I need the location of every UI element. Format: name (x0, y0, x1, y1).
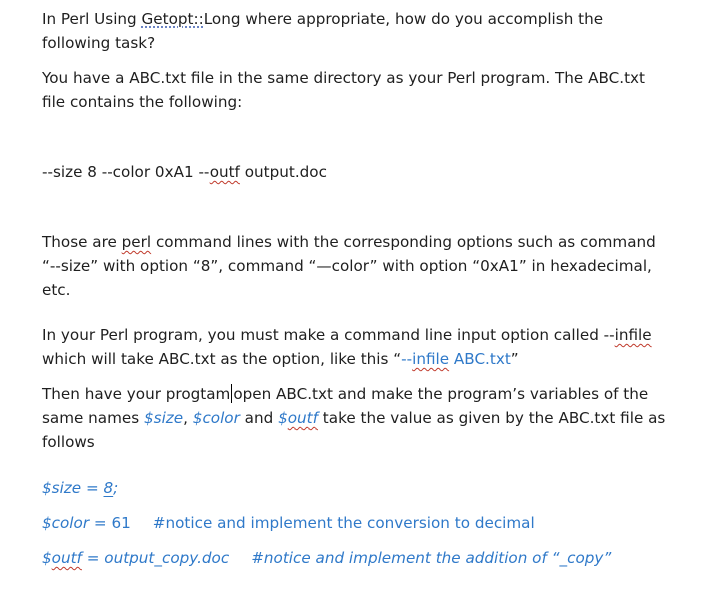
var-size: $size (144, 409, 184, 427)
infile-paragraph (42, 323, 668, 371)
code-outf-comment: #notice and implement the addition of “_copy” (251, 549, 612, 567)
file-content-text: --size 8 --color 0xA1 -- (42, 163, 210, 181)
explanation-paragraph (42, 230, 668, 302)
getopt-link[interactable]: Getopt:: (141, 10, 204, 28)
setup-paragraph: You have a ABC.txt file in the same directory as your Perl program. The ABC.txt file contains the following: (42, 69, 645, 111)
intro-text: In Perl Using (42, 10, 142, 28)
code-size-semicolon: ; (113, 479, 119, 497)
code-outf-assign: = output_copy.doc (81, 549, 230, 567)
spellcheck-word-var-outf[interactable]: outf (287, 409, 318, 427)
code-color-var: $color (42, 514, 90, 532)
variables-comma: , (183, 409, 193, 427)
code-outf-dollar: $ (42, 549, 52, 567)
code-color-comment: #notice and implement the conversion to decimal (152, 514, 535, 532)
intro-paragraph (42, 7, 668, 55)
variables-and: and (239, 409, 279, 427)
intro-text-end: Long where appropriate, how do you accomplish the following task? (42, 10, 604, 52)
spellcheck-word-code-outf[interactable]: outf (51, 549, 82, 567)
spellcheck-word-infile[interactable]: infile (614, 326, 652, 344)
file-content-line (42, 160, 668, 184)
code-color-assign: = 61 (89, 514, 131, 532)
variables-text-end: take the value as given by the ABC.txt file as follows (42, 409, 666, 451)
code-size-label: $size = (42, 479, 104, 497)
code-outf-line (42, 546, 668, 570)
explanation-text: Those are (42, 233, 122, 251)
code-size-value: 8 (103, 479, 114, 497)
code-size-line (42, 476, 668, 500)
infile-example-suffix: ABC.txt (449, 350, 511, 368)
file-content-text-end: output.doc (239, 163, 327, 181)
infile-text: In your Perl program, you must make a command line input option called -- (42, 326, 615, 344)
variables-text-mid: open ABC.txt and make the program’s variables of the same names (42, 385, 649, 427)
spellcheck-word-outf[interactable]: outf (209, 163, 240, 181)
variables-paragraph (42, 382, 668, 454)
var-outf-dollar: $ (278, 409, 288, 427)
code-color-line (42, 511, 668, 535)
spellcheck-word-infile-example[interactable]: infile (412, 350, 450, 368)
var-color: $color (192, 409, 240, 427)
infile-text-mid: which will take ABC.txt as the option, like this “ (42, 350, 402, 368)
explanation-text-end: command lines with the corresponding options such as command “--size” with option “8”, command “—color” with option “0xA1” in hexadecimal, etc. (42, 233, 656, 299)
spellcheck-word-perl[interactable]: perl (121, 233, 152, 251)
variables-text: Then have your progtam (42, 385, 231, 403)
infile-text-end: ” (510, 350, 519, 368)
infile-example-prefix: -- (401, 350, 413, 368)
